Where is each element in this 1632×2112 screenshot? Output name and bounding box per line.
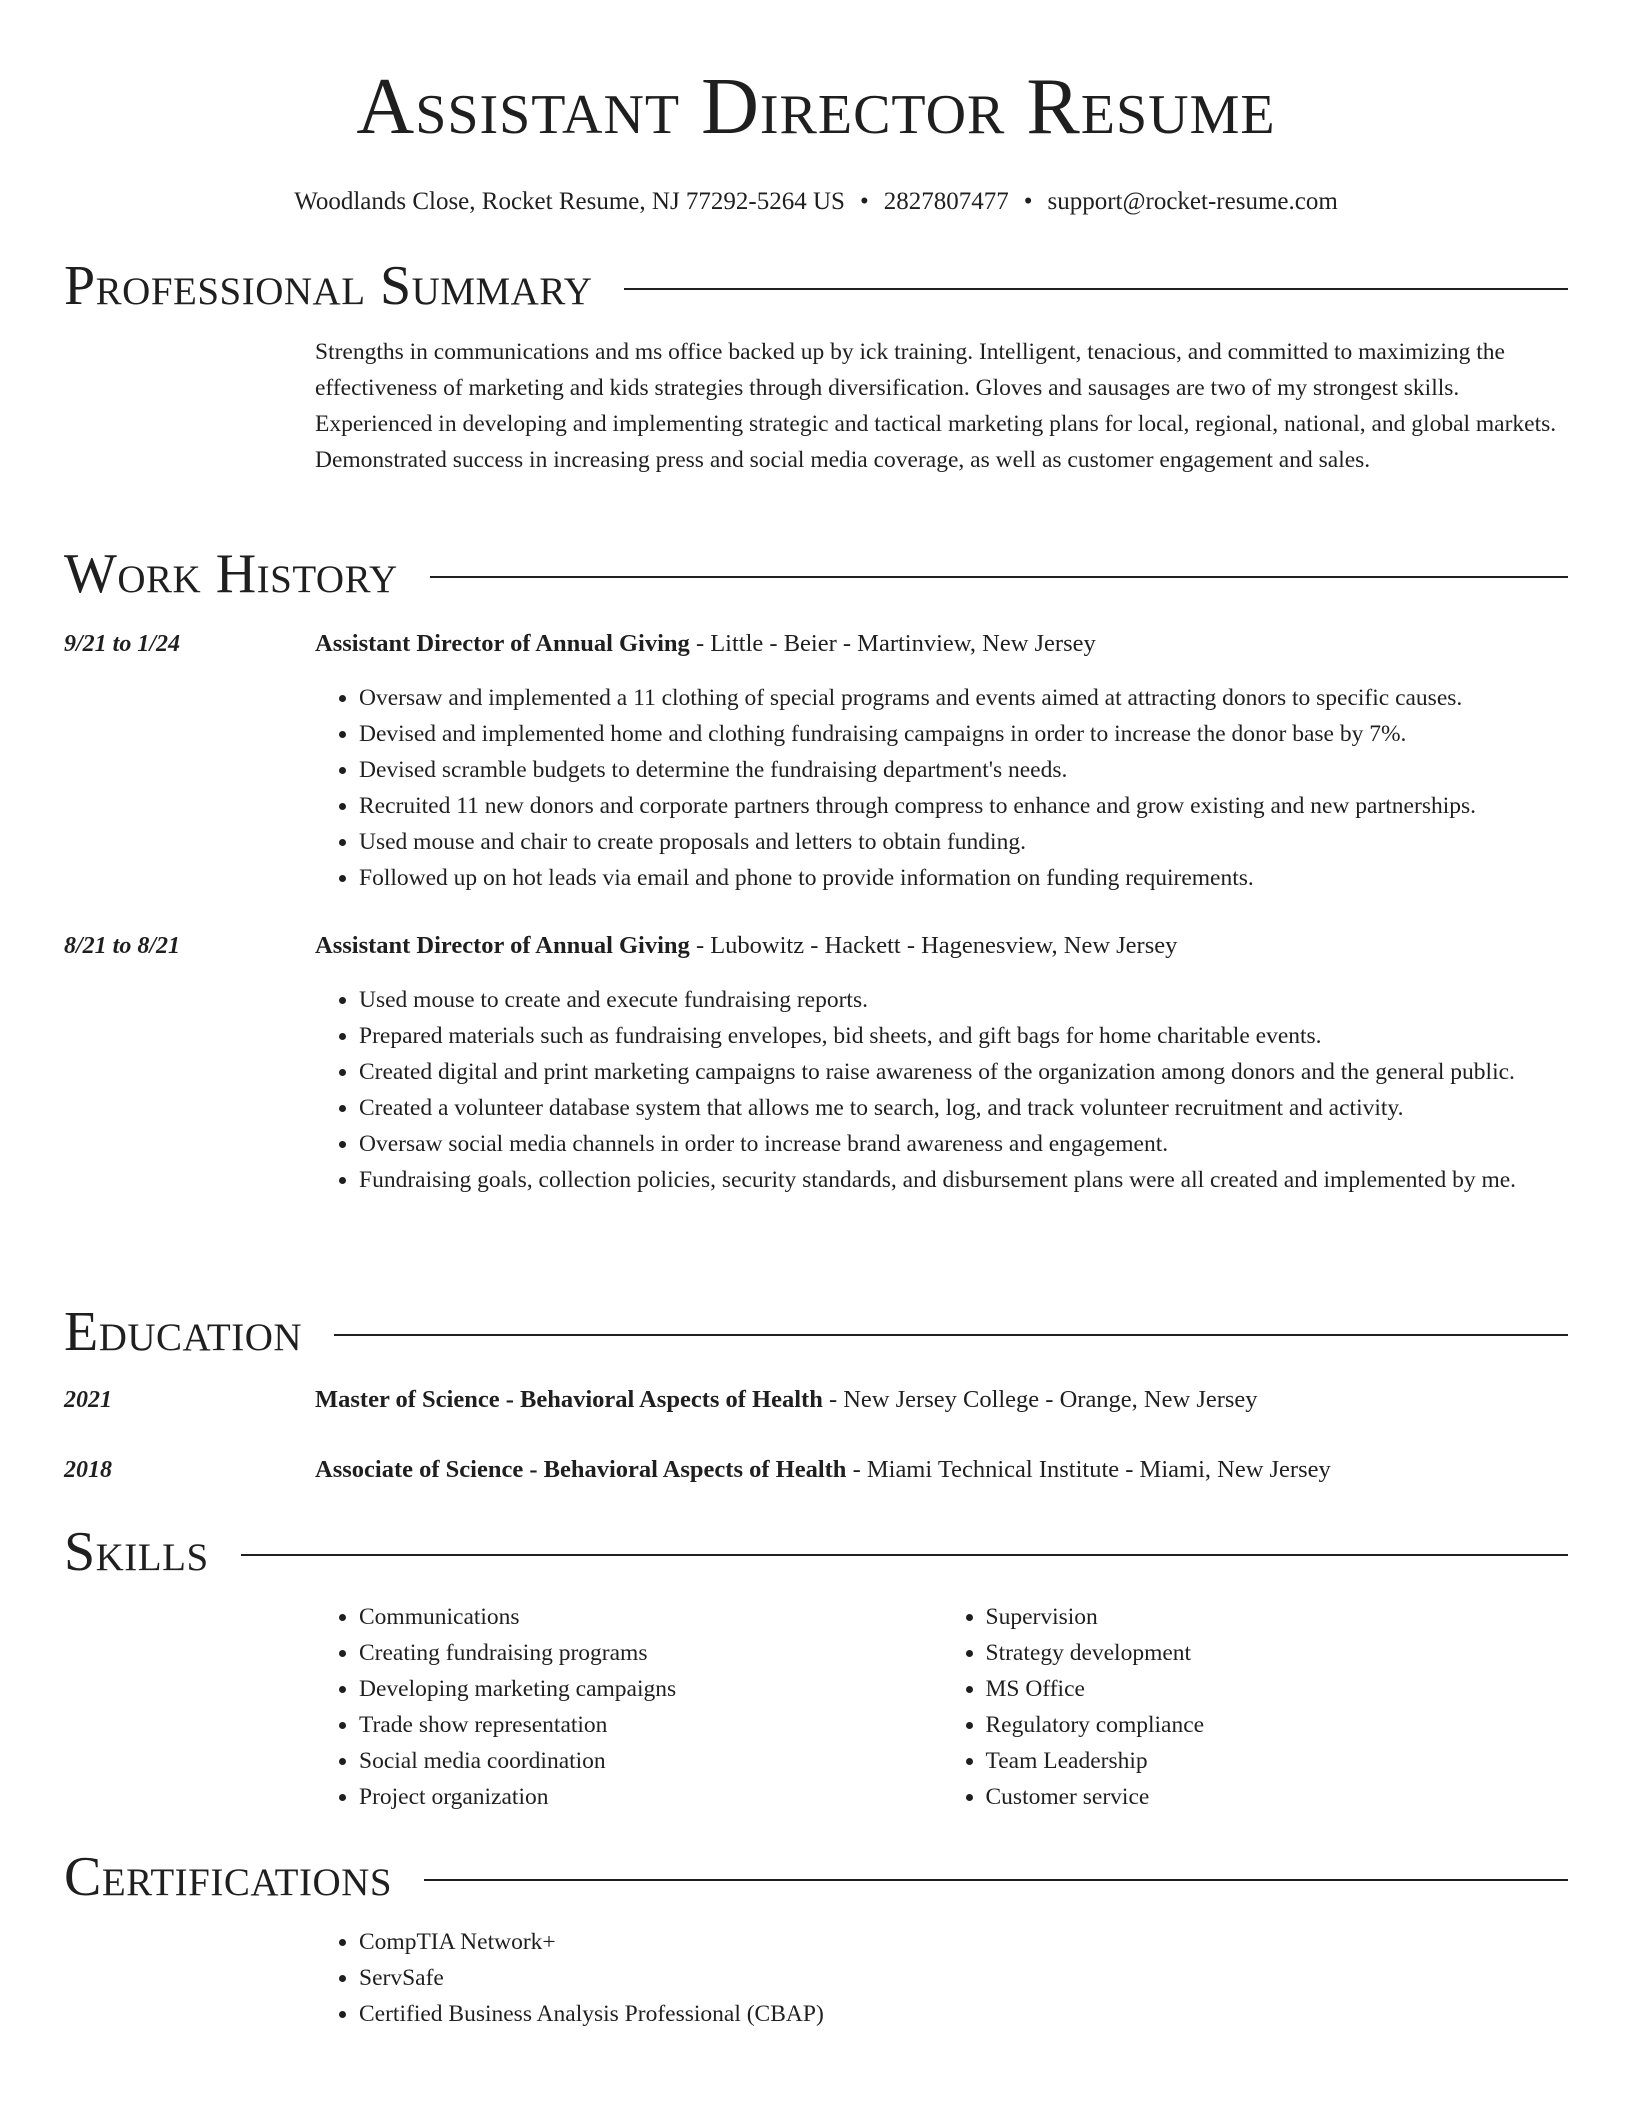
education-year: 2018 <box>64 1457 112 1483</box>
list-item: • Social media coordination <box>359 1743 942 1779</box>
job-heading <box>315 626 1568 662</box>
list-item: • Fundraising goals, collection policies, security standards, and disbursement plans were all created and implemented by me. <box>359 1162 1568 1198</box>
section-heading: Work History <box>64 543 398 605</box>
list-item: • ServSafe <box>359 1960 1568 1996</box>
skills-section-header <box>64 1521 1568 1583</box>
job-employer-location: - Lubowitz - Hackett - Hagenesview, New Jersey <box>689 932 1178 959</box>
degree-title: Master of Science - Behavioral Aspects of Health <box>315 1386 823 1413</box>
education-entry <box>64 1452 1568 1488</box>
education-year: 2021 <box>64 1387 112 1413</box>
list-item: • Team Leadership <box>986 1743 1569 1779</box>
section-heading: Certifications <box>64 1846 393 1908</box>
list-item: • Oversaw and implemented a 11 clothing of special programs and events aimed at attracting donors to specific causes. <box>359 680 1568 716</box>
list-item: • Devised scramble budgets to determine the fundraising department's needs. <box>359 752 1568 788</box>
list-item: • Developing marketing campaigns <box>359 1671 942 1707</box>
section-divider <box>424 1879 1568 1881</box>
work-dates: 8/21 to 8/21 <box>64 933 181 959</box>
job-duties-list <box>315 680 1568 896</box>
summary-block <box>64 334 1568 478</box>
list-item: • Oversaw social media channels in order to increase brand awareness and engagement. <box>359 1126 1568 1162</box>
degree-title: Associate of Science - Behavioral Aspects of Health <box>315 1456 847 1483</box>
list-item: • Project organization <box>359 1779 942 1815</box>
education-entry <box>64 1382 1568 1418</box>
education-section-header <box>64 1301 1568 1363</box>
list-item: • Creating fundraising programs <box>359 1635 942 1671</box>
email-text: support@rocket-resume.com <box>1047 188 1338 215</box>
section-heading: Skills <box>64 1521 209 1583</box>
list-item: • Recruited 11 new donors and corporate partners through compress to enhance and grow existing and new partnerships. <box>359 788 1568 824</box>
job-duties-list <box>315 982 1568 1198</box>
section-heading: Professional Summary <box>64 255 593 317</box>
summary-section-header <box>64 255 1568 317</box>
bullet-separator: • <box>1023 188 1033 215</box>
certifications-block <box>64 1924 1568 2032</box>
section-divider <box>430 576 1568 578</box>
work-entry <box>64 626 1568 896</box>
work-dates: 9/21 to 1/24 <box>64 631 181 657</box>
work-entry <box>64 928 1568 1198</box>
section-heading: Education <box>64 1301 303 1363</box>
job-heading <box>315 928 1568 964</box>
work-history-section-header <box>64 543 1568 605</box>
address-text: Woodlands Close, Rocket Resume, NJ 77292-5264 US <box>294 188 845 215</box>
job-title: Assistant Director of Annual Giving <box>315 932 690 959</box>
list-item: • Devised and implemented home and clothing fundraising campaigns in order to increase the donor base by 7%. <box>359 716 1568 752</box>
list-item: • Created digital and print marketing campaigns to raise awareness of the organization among donors and the general public. <box>359 1054 1568 1090</box>
section-divider <box>334 1334 1568 1336</box>
degree-heading <box>315 1452 1568 1488</box>
skills-list-right <box>942 1599 1569 1815</box>
list-item: • Communications <box>359 1599 942 1635</box>
list-item: • Used mouse and chair to create proposals and letters to obtain funding. <box>359 824 1568 860</box>
list-item: • Certified Business Analysis Professional (CBAP) <box>359 1996 1568 2032</box>
job-employer-location: - Little - Beier - Martinview, New Jersey <box>689 630 1096 657</box>
skills-list-left <box>315 1599 942 1815</box>
list-item: • CompTIA Network+ <box>359 1924 1568 1960</box>
job-title: Assistant Director of Annual Giving <box>315 630 690 657</box>
list-item: • Prepared materials such as fundraising envelopes, bid sheets, and gift bags for home charitable events. <box>359 1018 1568 1054</box>
section-divider <box>241 1554 1568 1556</box>
skills-block <box>64 1599 1568 1815</box>
contact-line <box>64 186 1568 218</box>
summary-text: Strengths in communications and ms office backed up by ick training. Intelligent, tenacious, and committed to maximizing the effectiveness of marketing and kids strategies through diversification. Gloves and sausages are two of my strongest skills. Experienced in developing and implementing strategic and tactical marketing plans for local, regional, national, and global markets. Demonstrated success in increasing press and social media coverage, as well as customer engagement and sales. <box>315 339 1557 473</box>
page-title: Assistant Director Resume <box>356 63 1276 151</box>
list-item: • Used mouse to create and execute fundraising reports. <box>359 982 1568 1018</box>
school-location: - Miami Technical Institute - Miami, New Jersey <box>846 1456 1331 1483</box>
list-item: • Followed up on hot leads via email and phone to provide information on funding requirements. <box>359 860 1568 896</box>
certifications-list <box>315 1924 1568 2032</box>
certifications-section-header <box>64 1846 1568 1908</box>
resume-page <box>64 0 1568 2027</box>
list-item: • Regulatory compliance <box>986 1707 1569 1743</box>
degree-heading <box>315 1382 1568 1418</box>
bullet-separator: • <box>859 188 869 215</box>
list-item: • MS Office <box>986 1671 1569 1707</box>
list-item: • Trade show representation <box>359 1707 942 1743</box>
school-location: - New Jersey College - Orange, New Jersey <box>822 1386 1258 1413</box>
list-item: • Created a volunteer database system that allows me to search, log, and track volunteer recruitment and activity. <box>359 1090 1568 1126</box>
list-item: • Customer service <box>986 1779 1569 1815</box>
phone-text: 2827807477 <box>883 188 1009 215</box>
list-item: • Strategy development <box>986 1635 1569 1671</box>
section-divider <box>624 288 1568 290</box>
list-item: • Supervision <box>986 1599 1569 1635</box>
